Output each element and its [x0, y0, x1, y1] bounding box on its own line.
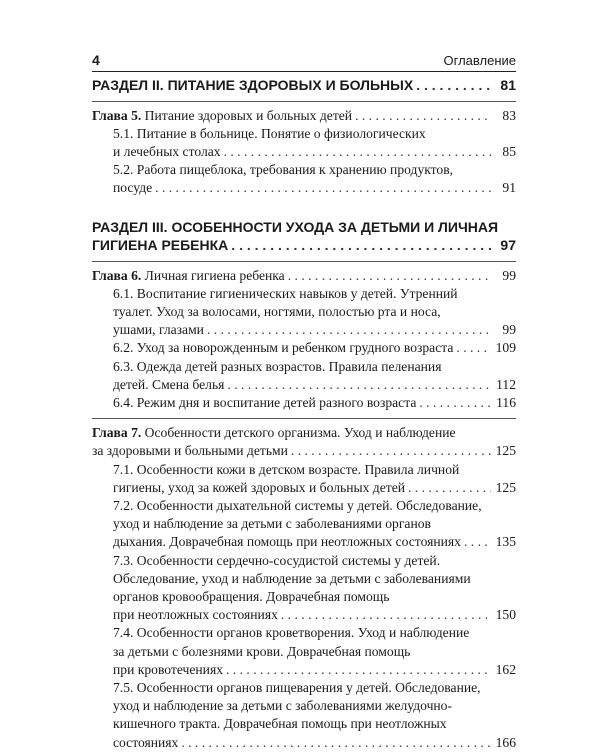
toc-entry-section [92, 218, 516, 255]
toc-gap [92, 198, 516, 218]
chapter-label: Глава 6. [92, 267, 142, 283]
dot-leader [456, 339, 491, 357]
toc-entry-sub [92, 125, 516, 161]
dot-leader [227, 376, 491, 394]
toc-entry-line: за детьми с болезнями крови. Доврачебная помощь [113, 643, 411, 659]
toc-entry-title: посуде [113, 180, 153, 196]
toc-entry-title: состояниях [113, 734, 179, 750]
toc-entry-title: за здоровыми и больными детьми [92, 443, 288, 459]
dot-leader [464, 533, 491, 551]
toc-page-number: 81 [500, 77, 516, 93]
dot-leader [231, 236, 491, 255]
toc-page-number: 99 [502, 322, 516, 338]
toc-entry-title: 6.4. Режим дня и воспитание детей разного возраста [113, 394, 417, 410]
toc-entry-line: 5.2. Работа пищеблока, требования к хранению продуктов, [113, 162, 454, 178]
dot-leader [416, 76, 491, 95]
toc-page-number: 166 [495, 734, 516, 750]
toc-entry-sub [92, 161, 516, 197]
dot-leader [181, 734, 491, 752]
toc-entry-title: 6.2. Уход за новорожденным и ребенком грудного возраста [113, 340, 454, 356]
toc-page-number: 125 [495, 443, 516, 459]
toc-entry-line: 7.1. Особенности кожи в детском возрасте. Правила личной [113, 461, 460, 477]
toc-entry-title: при кровотечениях [113, 661, 223, 677]
toc-page-number: 109 [495, 340, 516, 356]
toc-entry-line: 7.5. Особенности органов пищеварения у детей. Обследование, [113, 679, 481, 695]
toc-page-number: 97 [500, 237, 516, 254]
toc-page-number: 83 [502, 107, 516, 123]
toc-page-number: 135 [495, 534, 516, 550]
dot-leader [207, 321, 491, 339]
page-number: 4 [92, 52, 100, 68]
toc-entry-chapter [92, 424, 516, 460]
toc-page-number: 99 [502, 267, 516, 283]
toc-entry-title: гигиены, уход за кожей здоровых и больных детей [113, 479, 405, 495]
toc-entry-sub [92, 679, 516, 752]
toc-entry-sub [92, 624, 516, 679]
toc-entry-line: 7.3. Особенности сердечно-сосудистой системы у детей. [113, 552, 441, 568]
toc-page-number: 91 [502, 180, 516, 196]
toc-page-number: 162 [495, 661, 516, 677]
toc-entry-sub [92, 461, 516, 497]
dot-leader [355, 107, 491, 125]
dot-leader [288, 267, 491, 285]
toc-page-number: 85 [502, 143, 516, 159]
chapter-label: Глава 7. [92, 425, 142, 441]
toc-entry-line: уход и наблюдение за детьми с заболеваниями органов [113, 516, 431, 532]
header-rule [92, 71, 516, 72]
toc-entry-title: при неотложных состояниях [113, 607, 278, 623]
toc-entry-line: 7.2. Особенности дыхательной системы у детей. Обследование, [113, 497, 482, 513]
toc-entry-sub [92, 497, 516, 552]
toc-entry-line: туалет. Уход за волосами, ногтями, полостью рта и носа, [113, 303, 441, 319]
toc-entry-chapter [92, 267, 516, 285]
toc-entry-sub [92, 552, 516, 625]
toc-page-number: 116 [496, 394, 516, 410]
toc-entry-line: РАЗДЕЛ III. ОСОБЕННОСТИ УХОДА ЗА ДЕТЬМИ И ЛИЧНАЯ [92, 218, 499, 235]
toc-entry-line: кишечного тракта. Доврачебная помощь при неотложных [113, 716, 447, 732]
toc-entry-title: дыхания. Доврачебная помощь при неотложных состояниях [113, 534, 461, 550]
table-of-contents [92, 76, 516, 752]
page-header [92, 50, 516, 68]
toc-entry-section [92, 76, 516, 95]
toc-entry-sub [92, 394, 516, 412]
toc-page-number: 112 [496, 376, 516, 392]
dot-leader [419, 394, 491, 412]
dot-leader [226, 661, 491, 679]
toc-entry-line: 5.1. Питание в больнице. Понятие о физиологических [113, 125, 426, 141]
dot-leader [155, 179, 491, 197]
toc-entry-line: уход и наблюдение за детьми с заболеваниями желудочно- [113, 698, 453, 714]
toc-entry-line: органов кровообращения. Доврачебная помощь [113, 588, 390, 604]
chapter-label: Глава 5. [92, 107, 142, 123]
toc-entry-line: Обследование, уход и наблюдение за детьми с заболеваниями [113, 570, 471, 586]
toc-entry-title: детей. Смена белья [113, 376, 225, 392]
toc-entry-title: Глава 6. Личная гигиена ребенка [92, 267, 285, 283]
toc-separator [92, 101, 516, 102]
toc-entry-sub [92, 339, 516, 357]
dot-leader [291, 442, 491, 460]
dot-leader [281, 606, 491, 624]
running-title: Оглавление [443, 53, 516, 68]
dot-leader [408, 479, 491, 497]
dot-leader [224, 143, 491, 161]
toc-entry-chapter [92, 107, 516, 125]
toc-entry-sub [92, 358, 516, 394]
toc-entry-line: 7.4. Особенности органов кроветворения. Уход и наблюдение [113, 625, 470, 641]
toc-page-number: 125 [495, 479, 516, 495]
toc-separator [92, 261, 516, 262]
toc-entry-title: Глава 5. Питание здоровых и больных детей [92, 107, 353, 123]
toc-entry-title: РАЗДЕЛ II. ПИТАНИЕ ЗДОРОВЫХ И БОЛЬНЫХ [92, 77, 414, 93]
toc-entry-line: 6.3. Одежда детей разных возрастов. Правила пеленания [113, 358, 442, 374]
toc-entry-line: 6.1. Воспитание гигиенических навыков у детей. Утренний [113, 285, 458, 301]
toc-page-number: 150 [495, 607, 516, 623]
toc-separator [92, 418, 516, 419]
toc-entry-title: ушами, глазами [113, 322, 204, 338]
toc-entry-sub [92, 285, 516, 340]
toc-entry-line: Глава 7. Особенности детского организма. Уход и наблюдение [92, 425, 456, 441]
toc-entry-title: ГИГИЕНА РЕБЕНКА [92, 237, 229, 254]
toc-entry-title: и лечебных столах [113, 143, 221, 159]
